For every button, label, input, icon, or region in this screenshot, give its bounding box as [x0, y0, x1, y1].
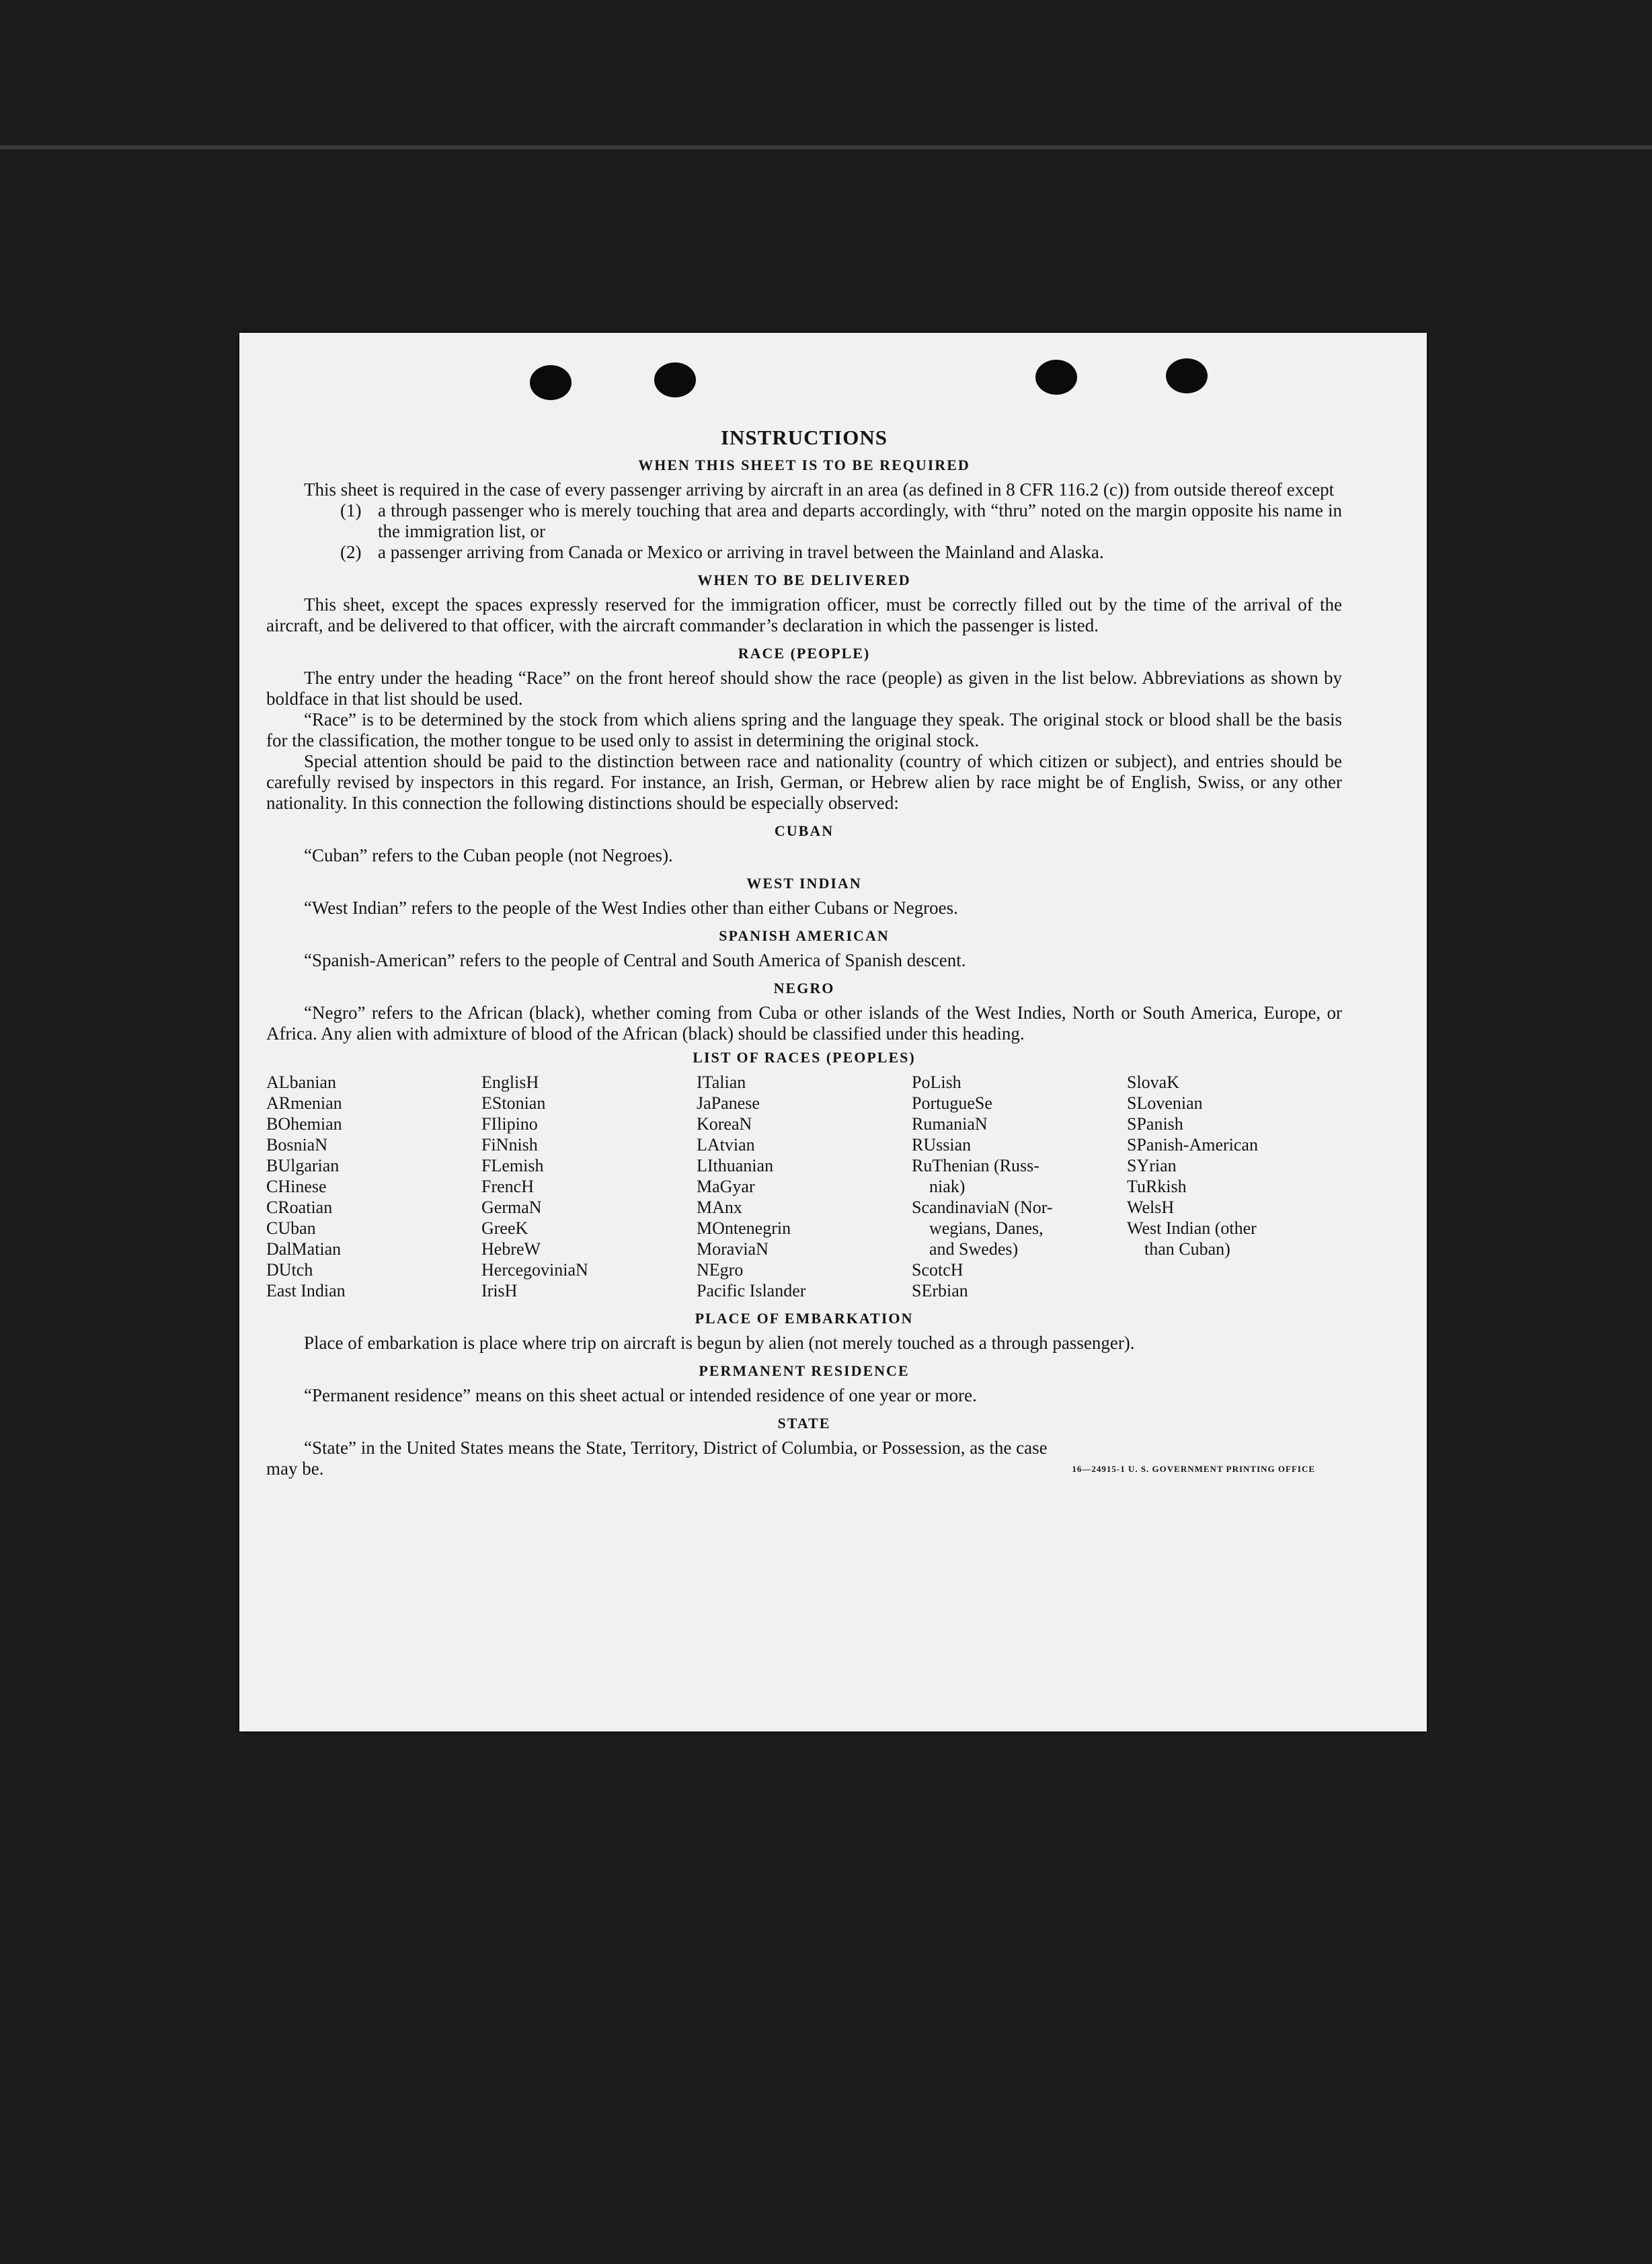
race-item: CRoatian [266, 1198, 333, 1217]
race-item: East Indian [266, 1281, 346, 1300]
race-item: GreeK [481, 1218, 528, 1238]
race-item: HebreW [481, 1239, 541, 1259]
race-item: KoreaN [697, 1114, 752, 1134]
race-item: ALbanian [266, 1072, 336, 1092]
race-item: FIlipino [481, 1114, 538, 1134]
section-heading: WEST INDIAN [746, 875, 862, 892]
paragraph: This sheet, except the spaces expressly reserved for the immigration officer, must be correctly filled out by the time of the arrival of the aircraft, and be delivered to that officer, with the aircraft commander’s declaration in which the passenger is listed. [266, 594, 1342, 635]
paragraph: “Race” is to be determined by the stock from which aliens spring and the language they speak. The original stock or blood shall be the basis for the classification, the mother tongue to be used only to assist in determining the original stock. [266, 709, 1342, 750]
punch-hole [654, 362, 696, 397]
race-column [912, 1072, 1127, 1301]
race-item: MaGyar [697, 1177, 755, 1196]
race-item: EnglisH [481, 1072, 539, 1092]
race-item: EStonian [481, 1093, 546, 1113]
paragraph: This sheet is required in the case of every passenger arriving by aircraft in an area (as defined in 8 CFR 116.2 (c)) from outside thereof except [304, 479, 1335, 500]
paragraph: “Cuban” refers to the Cuban people (not Negroes). [304, 845, 673, 865]
race-item: HercegoviniaN [481, 1260, 588, 1280]
race-item: IrisH [481, 1281, 518, 1300]
race-item: Pacific Islander [697, 1281, 806, 1300]
instruction-sheet [239, 333, 1427, 1731]
race-item: than Cuban) [1127, 1239, 1230, 1259]
punch-hole [1035, 360, 1077, 395]
race-item: DUtch [266, 1260, 313, 1280]
section-heading: PERMANENT RESIDENCE [699, 1362, 910, 1379]
race-item: RuThenian (Russ- [912, 1156, 1039, 1175]
race-item: SPanish-American [1127, 1135, 1258, 1155]
race-item: SErbian [912, 1281, 968, 1300]
paragraph: Special attention should be paid to the distinction between race and nationality (country of which citizen or subject), and entries should be carefully revised by inspectors in this regard. For instance, an Irish, German, or Hebrew alien by race might be of English, Swiss, or any other nationality. In this connection the following distinctions should be especially observed: [266, 751, 1342, 813]
item-number: (2) [340, 542, 362, 562]
race-item: BUlgarian [266, 1156, 340, 1175]
race-column [266, 1072, 481, 1301]
race-item: SlovaK [1127, 1072, 1179, 1092]
section-heading: PLACE OF EMBARKATION [695, 1310, 914, 1327]
race-list [266, 1072, 1342, 1301]
race-item: wegians, Danes, [912, 1218, 1044, 1238]
race-item: SYrian [1127, 1156, 1177, 1175]
punch-hole [1166, 358, 1208, 393]
race-item: RUssian [912, 1135, 972, 1155]
paragraph: “Spanish-American” refers to the people of Central and South America of Spanish descent. [304, 950, 966, 970]
section-heading: LIST OF RACES (PEOPLES) [693, 1049, 916, 1066]
race-item: and Swedes) [912, 1239, 1019, 1259]
paragraph-end: may be. [266, 1458, 324, 1479]
race-item: MoraviaN [697, 1239, 769, 1259]
race-item: CUban [266, 1218, 316, 1238]
race-item: SLovenian [1127, 1093, 1203, 1113]
race-column [481, 1072, 697, 1301]
item-text: a through passenger who is merely touching that area and departs accordingly, with “thru” noted on the margin opposite his name in the immigration list, or [378, 500, 1342, 541]
paragraph: “Negro” refers to the African (black), whether coming from Cuba or other islands of the West Indies, North or South America, Europe, or Africa. Any alien with admixture of blood of the African (black) should be classified under this heading. [266, 1003, 1342, 1044]
race-item: FLemish [481, 1156, 544, 1175]
punch-hole [530, 365, 572, 400]
instructions-content [266, 427, 1342, 1479]
race-item: LAtvian [697, 1135, 755, 1155]
section-heading: WHEN THIS SHEET IS TO BE REQUIRED [638, 457, 970, 473]
list-item [340, 542, 1342, 563]
race-item: MOntenegrin [697, 1218, 791, 1238]
race-item: GermaN [481, 1198, 542, 1217]
page-title: INSTRUCTIONS [720, 426, 888, 449]
paragraph: “State” in the United States means the State, Territory, District of Columbia, or Possession, as the case [304, 1438, 1048, 1458]
paragraph: “Permanent residence” means on this sheet actual or intended residence of one year or more. [304, 1385, 977, 1405]
race-item: PortugueSe [912, 1093, 992, 1113]
section-heading: CUBAN [774, 822, 834, 839]
race-item: FiNnish [481, 1135, 538, 1155]
race-item: BOhemian [266, 1114, 342, 1134]
race-item: BosniaN [266, 1135, 327, 1155]
printer-imprint: 16—24915-1 U. S. GOVERNMENT PRINTING OFFICE [1072, 1464, 1315, 1474]
race-item: RumaniaN [912, 1114, 988, 1134]
list-item [340, 500, 1342, 542]
footer-row [266, 1458, 1342, 1479]
section-heading: STATE [777, 1415, 831, 1432]
race-item: LIthuanian [697, 1156, 774, 1175]
race-item: ITalian [697, 1072, 746, 1092]
race-item: MAnx [697, 1198, 742, 1217]
race-item: PoLish [912, 1072, 961, 1092]
paragraph: Place of embarkation is place where trip on aircraft is begun by alien (not merely touched as a through passenger). [304, 1333, 1135, 1353]
item-number: (1) [340, 500, 362, 520]
race-item: JaPanese [697, 1093, 760, 1113]
race-item: CHinese [266, 1177, 327, 1196]
race-item: TuRkish [1127, 1177, 1187, 1196]
section-heading: RACE (PEOPLE) [738, 645, 871, 662]
race-item: DalMatian [266, 1239, 342, 1259]
paragraph: The entry under the heading “Race” on the front hereof should show the race (people) as given in the list below. Abbreviations as shown by boldface in that list should be used. [266, 668, 1342, 709]
race-item: ScandinaviaN (Nor- [912, 1198, 1053, 1217]
paragraph: “West Indian” refers to the people of the West Indies other than either Cubans or Negroes. [304, 898, 958, 918]
race-item: FrencH [481, 1177, 534, 1196]
race-column [697, 1072, 912, 1301]
race-item: niak) [912, 1177, 966, 1196]
section-heading: NEGRO [773, 980, 835, 997]
race-item: WelsH [1127, 1198, 1175, 1217]
race-item: NEgro [697, 1260, 744, 1280]
race-column [1127, 1072, 1342, 1301]
race-item: West Indian (other [1127, 1218, 1257, 1238]
race-item: SPanish [1127, 1114, 1183, 1134]
section-heading: WHEN TO BE DELIVERED [697, 572, 911, 588]
race-item: ARmenian [266, 1093, 342, 1113]
section-heading: SPANISH AMERICAN [719, 927, 890, 944]
item-text: a passenger arriving from Canada or Mexico or arriving in travel between the Mainland and Alaska. [378, 542, 1104, 562]
film-edge-top [0, 145, 1652, 149]
race-item: ScotcH [912, 1260, 963, 1280]
